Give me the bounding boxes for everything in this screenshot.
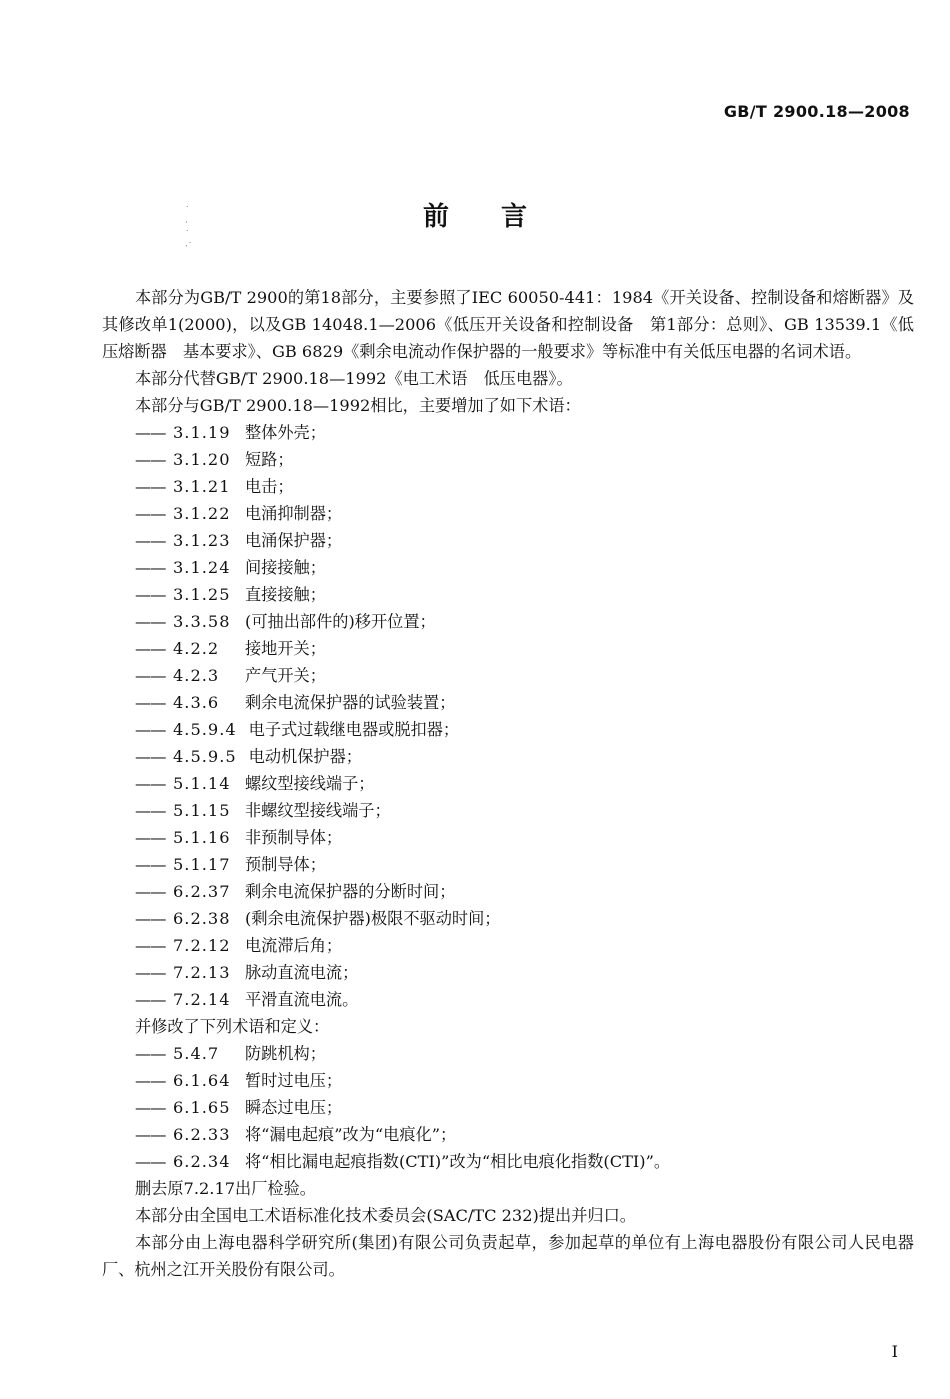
term-num: 3.1.24 <box>173 558 231 577</box>
term-num: 3.1.21 <box>173 477 231 496</box>
term-dash: —— <box>135 666 166 685</box>
term-text: 暂时过电压； <box>245 1071 343 1090</box>
term-list-item <box>102 581 914 608</box>
term-num: 6.2.38 <box>173 909 231 928</box>
term-list-item <box>102 797 914 824</box>
term-list-item <box>102 878 914 905</box>
term-dash: —— <box>135 1098 166 1117</box>
term-dash: —— <box>135 558 166 577</box>
term-dash: —— <box>135 909 166 928</box>
term-dash: —— <box>135 423 166 442</box>
term-text: 短路； <box>245 450 294 469</box>
term-list-item <box>102 689 914 716</box>
term-dash: —— <box>135 612 166 631</box>
preface-body <box>102 284 914 1283</box>
term-dash: —— <box>135 801 166 820</box>
term-num: 3.1.25 <box>173 585 231 604</box>
deleted-paragraph: 删去原7.2.17出厂检验。 <box>135 1179 316 1198</box>
term-list-item <box>102 1121 914 1148</box>
term-num: 6.2.37 <box>173 882 231 901</box>
term-list-item <box>102 851 914 878</box>
term-num: 3.1.19 <box>173 423 231 442</box>
proposed-paragraph: 本部分由全国电工术语标准化技术委员会(SAC/TC 232)提出并归口。 <box>135 1206 636 1225</box>
term-list-item <box>102 554 914 581</box>
term-dash: —— <box>135 990 166 1009</box>
term-text: 电动机保护器； <box>248 747 362 766</box>
term-list-item <box>102 662 914 689</box>
term-text: 预制导体； <box>245 855 326 874</box>
term-text: 螺纹型接线端子； <box>245 774 375 793</box>
term-dash: —— <box>135 747 166 766</box>
drafted-paragraph: 本部分由上海电器科学研究所(集团)有限公司负责起草，参加起草的单位有上海电器股份有限公司人民电器厂、杭州之江开关股份有限公司。 <box>102 1233 914 1279</box>
term-list-item <box>102 1067 914 1094</box>
page-number: I <box>891 1342 898 1361</box>
term-text: 非螺纹型接线端子； <box>245 801 391 820</box>
term-num: 4.3.6 <box>173 693 220 712</box>
term-text: (剩余电流保护器)极限不驱动时间； <box>245 909 501 928</box>
term-num: 7.2.14 <box>173 990 231 1009</box>
term-list-item <box>102 986 914 1013</box>
term-num: 5.1.17 <box>173 855 231 874</box>
term-text: 将“相比漏电起痕指数(CTI)”改为“相比电痕化指数(CTI)”。 <box>245 1152 671 1171</box>
term-dash: —— <box>135 1125 166 1144</box>
term-text: 电击； <box>245 477 294 496</box>
term-num: 4.5.9.4 <box>173 720 237 739</box>
term-dash: —— <box>135 855 166 874</box>
term-text: 剩余电流保护器的试验装置； <box>245 693 456 712</box>
term-text: 防跳机构； <box>245 1044 326 1063</box>
term-list-item <box>102 716 914 743</box>
term-list-item <box>102 419 914 446</box>
added-terms-list <box>102 419 914 1013</box>
term-text: 电子式过载继电器或脱扣器； <box>248 720 460 739</box>
term-dash: —— <box>135 774 166 793</box>
term-num: 3.3.58 <box>173 612 231 631</box>
term-list-item <box>102 608 914 635</box>
term-list-item <box>102 500 914 527</box>
term-list-item <box>102 1040 914 1067</box>
term-num: 6.2.34 <box>173 1152 231 1171</box>
term-text: (可抽出部件的)移开位置； <box>245 612 436 631</box>
term-text: 电流滞后角； <box>245 936 343 955</box>
term-dash: —— <box>135 531 166 550</box>
term-num: 4.5.9.5 <box>173 747 237 766</box>
term-text: 平滑直流电流。 <box>245 990 359 1009</box>
term-text: 电涌保护器； <box>245 531 343 550</box>
term-dash: —— <box>135 450 166 469</box>
term-list-item <box>102 824 914 851</box>
term-dash: —— <box>135 936 166 955</box>
modified-terms-list <box>102 1040 914 1175</box>
term-dash: —— <box>135 693 166 712</box>
term-dash: —— <box>135 585 166 604</box>
term-num: 3.1.23 <box>173 531 231 550</box>
term-dash: —— <box>135 639 166 658</box>
standard-code: GB/T 2900.18—2008 <box>723 102 910 121</box>
term-num: 4.2.2 <box>173 639 220 658</box>
term-list-item <box>102 527 914 554</box>
term-num: 6.1.64 <box>173 1071 231 1090</box>
term-dash: —— <box>135 504 166 523</box>
term-num: 5.1.14 <box>173 774 231 793</box>
term-text: 瞬态过电压； <box>245 1098 343 1117</box>
term-num: 3.1.20 <box>173 450 231 469</box>
term-dash: —— <box>135 963 166 982</box>
term-dash: —— <box>135 1152 166 1171</box>
term-dash: —— <box>135 828 166 847</box>
term-dash: —— <box>135 720 166 739</box>
term-text: 脉动直流电流； <box>245 963 359 982</box>
term-dash: —— <box>135 477 166 496</box>
page-title: 前言 <box>422 202 579 232</box>
term-dash: —— <box>135 882 166 901</box>
term-text: 整体外壳； <box>245 423 326 442</box>
term-list-item <box>102 473 914 500</box>
term-dash: —— <box>135 1071 166 1090</box>
term-list-item <box>102 770 914 797</box>
term-num: 4.2.3 <box>173 666 220 685</box>
scan-speckles: ˙ · ˙ ·˙ <box>185 206 193 252</box>
term-text: 电涌抑制器； <box>245 504 343 523</box>
added-intro: 本部分与GB/T 2900.18—1992相比，主要增加了如下术语： <box>135 396 581 415</box>
term-list-item <box>102 1094 914 1121</box>
term-list-item <box>102 446 914 473</box>
term-num: 7.2.13 <box>173 963 231 982</box>
term-list-item <box>102 932 914 959</box>
term-num: 7.2.12 <box>173 936 231 955</box>
term-list-item <box>102 1148 914 1175</box>
term-dash: —— <box>135 1044 166 1063</box>
term-text: 产气开关； <box>245 666 326 685</box>
replaces-paragraph: 本部分代替GB/T 2900.18—1992《电工术语 低压电器》。 <box>135 369 573 388</box>
term-text: 非预制导体； <box>245 828 343 847</box>
term-num: 5.1.16 <box>173 828 231 847</box>
term-num: 6.1.65 <box>173 1098 231 1117</box>
term-list-item <box>102 635 914 662</box>
term-text: 间接接触； <box>245 558 326 577</box>
term-list-item <box>102 959 914 986</box>
term-text: 剩余电流保护器的分断时间； <box>245 882 456 901</box>
term-list-item <box>102 905 914 932</box>
modified-intro: 并修改了下列术语和定义： <box>135 1017 330 1036</box>
term-num: 5.4.7 <box>173 1044 220 1063</box>
term-list-item <box>102 743 914 770</box>
term-text: 直接接触； <box>245 585 326 604</box>
intro-paragraph: 本部分为GB/T 2900的第18部分，主要参照了IEC 60050-441：1984《开关设备、控制设备和熔断器》及其修改单1(2000)，以及GB 14048.1—2006《低压开关设备和控制设备 第1部分：总则》、GB 13539.1《低压熔断器 基本要求》、GB 6829《剩余电流动作保护器的一般要求》等标准中有关低压电器的名词术语。 <box>102 288 914 361</box>
term-num: 3.1.22 <box>173 504 231 523</box>
term-text: 接地开关； <box>245 639 326 658</box>
term-num: 5.1.15 <box>173 801 231 820</box>
term-text: 将“漏电起痕”改为“电痕化”； <box>245 1125 457 1144</box>
term-num: 6.2.33 <box>173 1125 231 1144</box>
